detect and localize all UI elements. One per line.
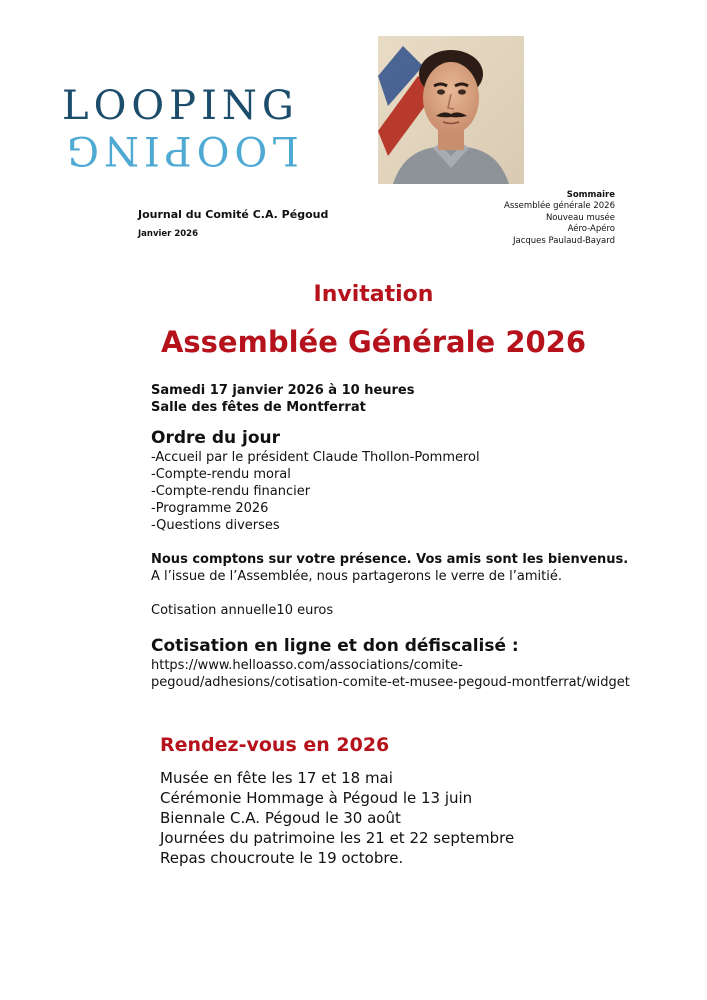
donation-url-line: pegoud/adhesions/cotisation-comite-et-musee-pegoud-montferrat/widget [151, 675, 630, 690]
agenda-heading: Ordre du jour [151, 428, 281, 448]
sommaire-title: Sommaire [566, 190, 615, 200]
main-content [151, 382, 631, 691]
rendezvous-section [160, 732, 640, 868]
sommaire-item: Jacques Paulaud-Bayard [512, 235, 615, 246]
portrait-image [378, 36, 524, 184]
online-heading: Cotisation en ligne et don défiscalisé : [151, 636, 519, 656]
logo-text-mirrored: LOOPING [62, 127, 299, 173]
agenda-item: -Questions diverses [151, 518, 280, 533]
rendezvous-item: Biennale C.A. Pégoud le 30 août [160, 809, 401, 827]
sommaire-item: Assemblée générale 2026 [504, 201, 615, 212]
rendezvous-item: Cérémonie Hommage à Pégoud le 13 juin [160, 789, 473, 807]
agenda-item: -Compte-rendu moral [151, 467, 291, 482]
rendezvous-item: Musée en fête les 17 et 18 mai [160, 769, 393, 787]
presence-note: Nous comptons sur votre présence. Vos amis sont les bienvenus. [151, 552, 629, 567]
logo-text: LOOPING [62, 83, 299, 129]
event-date: Samedi 17 janvier 2026 à 10 heures [151, 383, 415, 398]
invitation-heading: Invitation [313, 282, 434, 307]
rendezvous-title: Rendez-vous en 2026 [160, 734, 390, 756]
sommaire [504, 190, 615, 247]
issue-date: Janvier 2026 [138, 229, 198, 239]
rendezvous-item: Journées du patrimoine les 21 et 22 septembre [160, 829, 515, 847]
sommaire-item: Aéro-Apéro [567, 224, 615, 235]
donation-link[interactable] [151, 657, 631, 691]
agenda-item: -Programme 2026 [151, 501, 269, 516]
rendezvous-item: Repas choucroute le 19 octobre. [160, 849, 404, 867]
assembly-title: Assemblée Générale 2026 [160, 325, 587, 359]
journal-title: Journal du Comité C.A. Pégoud [138, 208, 329, 221]
cotisation-note: Cotisation annuelle10 euros [151, 603, 334, 618]
agenda-item: -Compte-rendu financier [151, 484, 311, 499]
agenda-item: -Accueil par le président Claude Thollon-Pommerol [151, 450, 480, 465]
donation-url-line: https://www.helloasso.com/associations/comite- [151, 658, 463, 673]
verre-note: A l’issue de l’Assemblée, nous partagerons le verre de l’amitié. [151, 569, 562, 584]
event-place: Salle des fêtes de Montferrat [151, 400, 366, 415]
sommaire-item: Nouveau musée [545, 212, 615, 223]
looping-logo [62, 84, 342, 172]
